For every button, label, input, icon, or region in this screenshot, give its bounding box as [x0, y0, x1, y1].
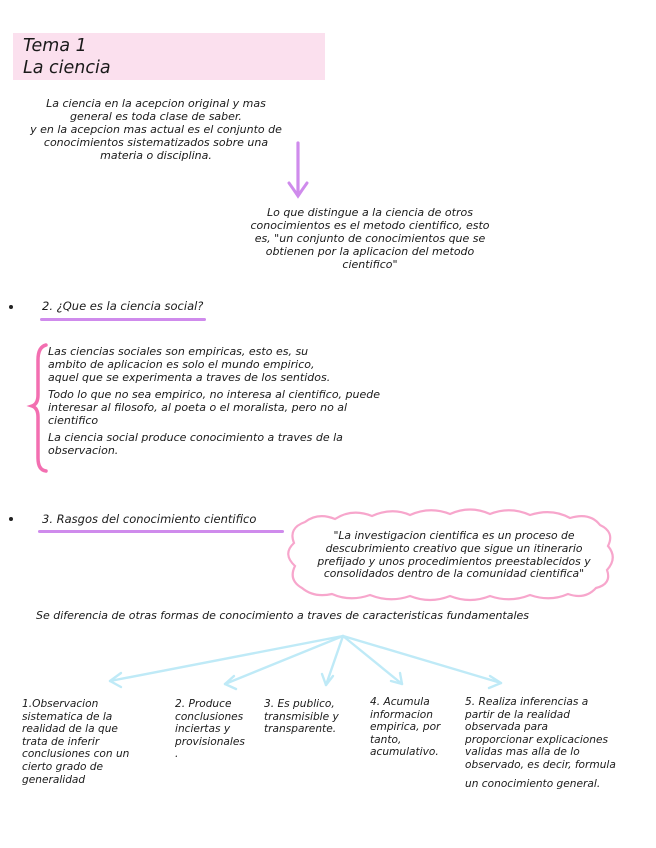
bullet [9, 305, 13, 309]
intro-line: y en la acepcion mas actual es el conjunto de [30, 123, 282, 136]
feature-text: acumulativo. [370, 746, 439, 759]
section2-text: ambito de aplicacion es solo el mundo empirico, [48, 358, 315, 371]
section2-body [48, 345, 428, 457]
feature-text: observado, es decir, formula [465, 758, 616, 771]
feature-text: tanto, [370, 733, 402, 746]
intro-paragraph [0, 97, 312, 162]
intro-line: La ciencia en la acepcion original y mas [46, 97, 266, 110]
feature-item-4 [370, 696, 460, 759]
feature-text: 5. Realiza inferencias a [465, 696, 589, 708]
section3-heading: 3. Rasgos del conocimiento cientifico [42, 512, 257, 526]
quote-line: descubrimiento creativo que sigue un itinerario [325, 541, 583, 555]
section2-text: cientifico [48, 414, 99, 427]
feature-text: validas mas alla de lo [465, 746, 580, 759]
feature-text: 4. Acumula [370, 696, 430, 708]
feature-text: proporcionar explicaciones [465, 733, 609, 746]
feature-text: conclusiones con un [22, 748, 130, 761]
feature-text: 2. Produce [175, 698, 232, 710]
section2-text: Todo lo que no sea empirico, no interesa al cientifico, puede [48, 388, 381, 401]
feature-text: trata de inferir [22, 735, 100, 748]
section2-underline [40, 318, 206, 321]
title-box [13, 33, 325, 80]
section2-text: interesar al filosofo, al poeta o el moralista, pero no al [48, 401, 348, 414]
bullet [9, 517, 13, 521]
feature-text: transparente. [264, 723, 337, 736]
section2-text: La ciencia social produce conocimiento a traves de la [48, 431, 343, 444]
distinction-line: conocimientos es el metodo cientifico, esto [250, 219, 490, 232]
feature-text: 3. Es publico, [264, 698, 335, 710]
central-statement: Se diferencia de otras formas de conocimiento a traves de caracteristicas fundamentales [36, 609, 530, 622]
feature-item-3 [264, 698, 364, 736]
feature-item-1 [22, 698, 152, 786]
section3-underline [38, 530, 284, 533]
quote-cloud [298, 530, 610, 581]
intro-line: general es toda clase de saber. [70, 110, 242, 123]
section2-text: observacion. [48, 444, 119, 457]
intro-line: conocimientos sistematizados sobre una [43, 136, 269, 149]
feature-text: . [175, 748, 179, 761]
distinction-line: es, "un conjunto de conocimientos que se [254, 232, 486, 245]
quote-line: consolidados dentro de la comunidad cientifica" [323, 567, 585, 581]
branch-arrows [110, 636, 501, 689]
distinction-line: cientifico" [342, 258, 398, 271]
feature-text: empirica, por [370, 721, 441, 734]
title-line-1: Tema 1 [23, 36, 87, 56]
feature-text: realidad de la que [22, 723, 118, 736]
quote-line: prefijado y unos procedimientos preestablecidos y [317, 554, 591, 568]
feature-text: provisionales [175, 735, 245, 748]
section2-text: Las ciencias sociales son empiricas, esto es, su [48, 345, 309, 358]
feature-text: informacion [370, 708, 433, 721]
feature-text: generalidad [22, 773, 86, 786]
feature-text: conclusiones [175, 710, 244, 723]
feature-item-5 [465, 696, 645, 790]
section2-text: aquel que se experimenta a traves de los sentidos. [48, 371, 331, 384]
curly-brace-icon [32, 345, 46, 471]
quote-line: "La investigacion cientifica es un proceso de [333, 529, 575, 542]
feature-text: 1.Observacion [22, 698, 99, 710]
section2-heading: 2. ¿Que es la ciencia social? [42, 299, 204, 313]
feature-text: sistematica de la [22, 710, 113, 723]
distinction-paragraph [226, 206, 514, 271]
intro-line: materia o disciplina. [100, 149, 212, 162]
distinction-line: Lo que distingue a la ciencia de otros [267, 206, 473, 219]
feature-item-2 [175, 698, 265, 761]
distinction-line: obtienen por la aplicacion del metodo [265, 245, 475, 258]
feature-text: transmisible y [264, 710, 339, 723]
feature-text: cierto grado de [22, 760, 104, 773]
title-line-2: La ciencia [23, 58, 111, 78]
feature-text: inciertas y [175, 723, 231, 736]
feature-text: partir de la realidad [465, 708, 570, 721]
feature-text: observada para [465, 721, 549, 734]
feature-text: un conocimiento general. [465, 777, 601, 790]
